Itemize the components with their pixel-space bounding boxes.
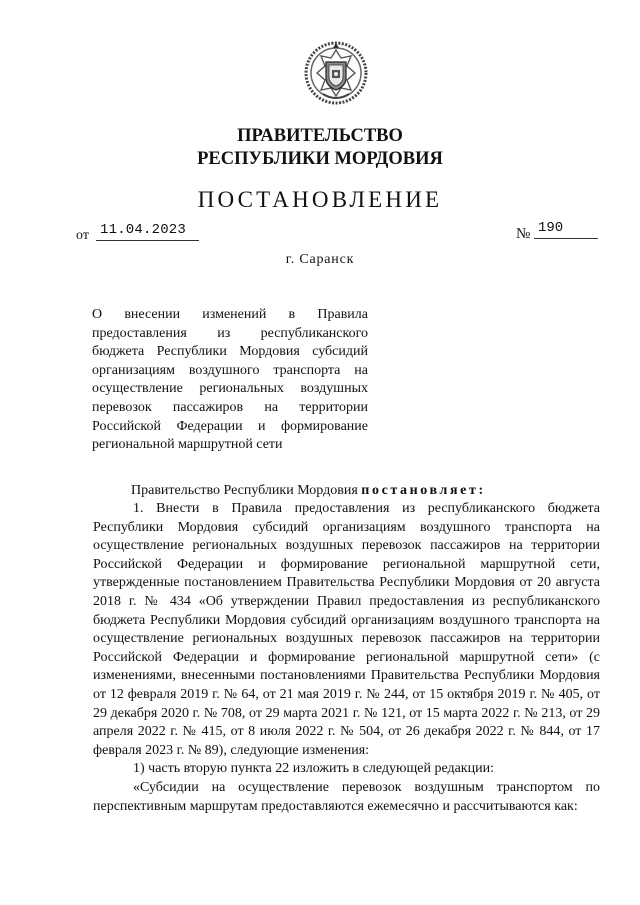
document-body [93,500,600,816]
government-title-line2: РЕСПУБЛИКИ МОРДОВИЯ [197,149,443,169]
document-date: 11.04.2023 [100,222,187,238]
date-field [96,222,199,241]
document-type-heading: ПОСТАНОВЛЕНИЕ [197,187,443,212]
date-prefix: от [76,228,89,243]
preamble [131,481,486,500]
body-paragraph: «Субсидии на осуществление перевозок воздушным транспортом по перспективным маршрутам предоставляются ежемесячно и рассчитываются как: [93,779,600,814]
preamble-text: Правительство Республики Мордовия [131,483,362,498]
city-line: г. Саранск [285,252,355,267]
number-sign: № [516,226,531,242]
body-paragraph: 1. Внести в Правила предоставления из республиканского бюджета Республики Мордовия субсидий организациям воздушного транспорта на осуществление региональных воздушных перевозок пассажиров на территории Российской Федерации и формирование региональной маршрутной сети, утвержденные постановлением Правительства Республики Мордовия от 20 августа 2018 г. № 434 «Об утверждении Правил предоставления из республиканского бюджета Республики Мордовия субсидий организациям воздушного транспорта на осуществление региональных воздушных перевозок пассажиров на территории Российской Федерации и формирование региональной маршрутной сети» (с изменениями, внесенными постановлениями Правительства Республики Мордовия от 12 февраля 2019 г. № 64, от 21 мая 2019 г. № 244, от 15 октября 2019 г. № 405, от 29 декабря 2020 г. № 708, от 29 марта 2021 г. № 121, от 15 марта 2022 г. № 213, от 29 апреля 2022 г. № 415, от 8 июля 2022 г. № 504, от 26 декабря 2022 г. № 844, от 17 февраля 2023 г. № 89), следующие изменения: [93,501,600,758]
body-paragraph: 1) часть вторую пункта 22 изложить в следующей редакции: [133,761,494,777]
document-number: 190 [538,220,564,236]
coat-of-arms-emblem [303,40,369,106]
document-title: О внесении изменений в Правила предоставления из республиканского бюджета Республики Мордовия субсидий организациям воздушного транспорта на осуществление региональных воздушных перевозок пассажиров на территории Российской Федерации и формирование региональной маршрутной сети [92,307,368,453]
government-title-line1: ПРАВИТЕЛЬСТВО [237,126,403,146]
preamble-action: постановляет: [361,483,486,498]
number-field [534,220,598,239]
